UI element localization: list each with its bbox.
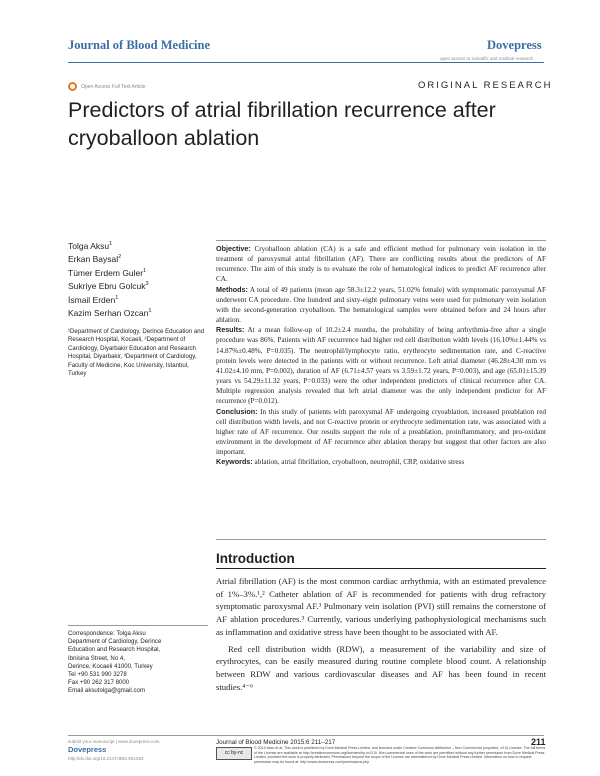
- affiliations: ¹Department of Cardiology, Derince Education and Research Hospital, Kocaeli, ²Department of Cardiology, Diyarbakir Education and Research Hospital, Diyarbakir, ³Department of Cardiology, Faculty of Medicine, Koc University, Istanbul, Turkey: [68, 328, 205, 378]
- page-number: 211: [531, 737, 546, 747]
- correspondence-rule: [68, 625, 208, 626]
- author: Tümer Erdem Guler$^1$: [68, 267, 147, 278]
- abstract-conclusion: Conclusion: In this study of patients with paroxysmal AF undergoing cryoablation, increased preablation red cell distribution width levels, and not C-reactive protein or erythrocyte sedimentation rate, was associated with a higher rate of AF recurrence. Our results support the role of a preablation, proinflammatory, and pro-oxidant environment in the development of AF recurrence after ablation therapy but suggest that other factors are also important.: [216, 406, 546, 457]
- journal-name[interactable]: Journal of Blood Medicine: [68, 38, 211, 52]
- cc-license-icon[interactable]: cc by-nc: [216, 747, 252, 760]
- author: Erkan Baysal$^2$: [68, 254, 122, 265]
- abstract-methods: Methods: A total of 49 patients (mean age 58.3±12.2 years, 51.02% female) with symptomatic paroxysmal AF underwent CA procedure. One hundred and sixty-eight pulmonary veins were used for pulmonary vein isolation with the second-generation cryoballoon. The hematological samples were obtained before and 24 hours after ablation.: [216, 284, 546, 325]
- license-text: © 2015 Aksu et al. This work is published by Dove Medical Press Limited, and licensed under Creative Commons Attribution – Non Commercial (unported, v3.0) License. The full terms of the License are available at http://creativecommons.org/licenses/by-nc/3.0/. Non-commercial uses of the work are permitted without any further permission from Dove Medical Press Limited, provided the work is properly attributed. Permissions beyond the scope of the License are administered by Dove Medical Press Limited. Information on how to request permission may be found at: http://www.dovepress.com/permissions.php: [254, 746, 546, 764]
- publisher-tagline: open access to scientific and medical research: [440, 56, 534, 61]
- abstract-keywords: Keywords: ablation, atrial fibrillation, cryoballoon, neutrophil, CRP, oxidative stress: [216, 457, 465, 467]
- abstract-bottom-rule: [216, 539, 546, 540]
- author-list: [68, 240, 151, 320]
- abstract-top-rule: [216, 240, 546, 241]
- author: Tolga Aksu$^1$: [68, 241, 113, 251]
- introduction-paragraph: Red cell distribution width (RDW), a measurement of the variability and size of erythrocytes, can be easily measured during routine complete blood count. A relationship between RDW and various cardiovascular diseases and AF has been found in recent studies.⁴⁻⁶: [216, 643, 546, 692]
- introduction-body: [216, 575, 546, 693]
- citation: Journal of Blood Medicine 2015:6 211–217: [216, 739, 336, 746]
- author: Sukriye Ebru Golcuk$^3$: [68, 281, 149, 292]
- author: Kazim Serhan Ozcan$^1$: [68, 308, 152, 319]
- author: İsmail Erden$^1$: [68, 294, 119, 305]
- doi-link[interactable]: http://dx.doi.org/10.2147/JBM.S81553: [68, 756, 144, 761]
- publisher-logo[interactable]: Dovepress: [487, 38, 542, 52]
- open-access-label: Open Access Full Text Article: [81, 83, 146, 90]
- introduction-paragraph: Atrial fibrillation (AF) is the most common cardiac arrhythmia, with an estimated prevalence of 1%–3%.¹,² Catheter ablation of AF is recommended for patients with drug refractory symptomatic paroxysmal AF.³ Pulmonary vein isolation (PVI) still remains the cornerstone of AF ablation procedures.³ Currently, various underlying pathophysiological mechanisms such as inflammation and oxidative stress have been thought to be associated with AF.: [216, 576, 546, 637]
- header-rule: [68, 62, 544, 63]
- section-label: ORIGINAL RESEARCH: [418, 80, 553, 91]
- footer-rule: [68, 735, 544, 736]
- introduction-heading: Introduction: [216, 551, 295, 566]
- open-access-icon: [68, 82, 77, 91]
- submit-link[interactable]: submit your manuscript | www.dovepress.com: [68, 739, 160, 744]
- introduction-rule: [216, 568, 546, 569]
- abstract-objective: Objective: Cryoballoon ablation (CA) is a safe and efficient method for pulmonary vein isolation in the treatment of paroxysmal atrial fibrillation (AF). There are conflicting results about the predictors of AF recurrence. The aim of this study is to evaluate the role of hematological indices to predict AF recurrence after CA.: [216, 244, 546, 284]
- open-access-badge: [68, 82, 145, 91]
- abstract: [216, 244, 546, 467]
- footer-dovepress-logo[interactable]: Dovepress: [68, 745, 107, 754]
- article-title: Predictors of atrial fibrillation recurrence after cryoballoon ablation: [68, 98, 496, 150]
- abstract-results: Results: At a mean follow-up of 10.2±2.4 months, the probability of being arrhythmia-free after a single procedure was 86%. Patients with AF recurrence had higher red cell distribution width levels (16.10%±1.44% vs 14.87%±0.48%, P=0.035). The neutrophil/lymphocyte ratio, erythrocyte sedimentation rate, and C-reactive protein levels were detected in the patients with or without recurrence. Left atrial diameter (46.28±4.30 mm vs 41.02±4.10 mm, P=0.002), duration of AF (6.71±4.57 years vs 3.59±1.72 years, P=0.003), and age (65.01±15.39 years vs 54.29±11.32 years, P=0.033) were the other independent predictors of clinical recurrence after CA. Multiple regression analysis revealed that left atrial diameter was the only independent predictor for AF recurrence (P=0.012).: [216, 325, 547, 406]
- correspondence: Correspondence: Tolga Aksu Department of Cardiology, Derince Education and Research Hospital, Ibnisina Street, No 4, Derince, Kocaeli 41000, Turkey Tel +90 531 990 3278 Fax +90 262 317 8000 Email aksutolga@gmail.com: [68, 630, 208, 696]
- correspondence-email[interactable]: Email aksutolga@gmail.com: [68, 687, 145, 695]
